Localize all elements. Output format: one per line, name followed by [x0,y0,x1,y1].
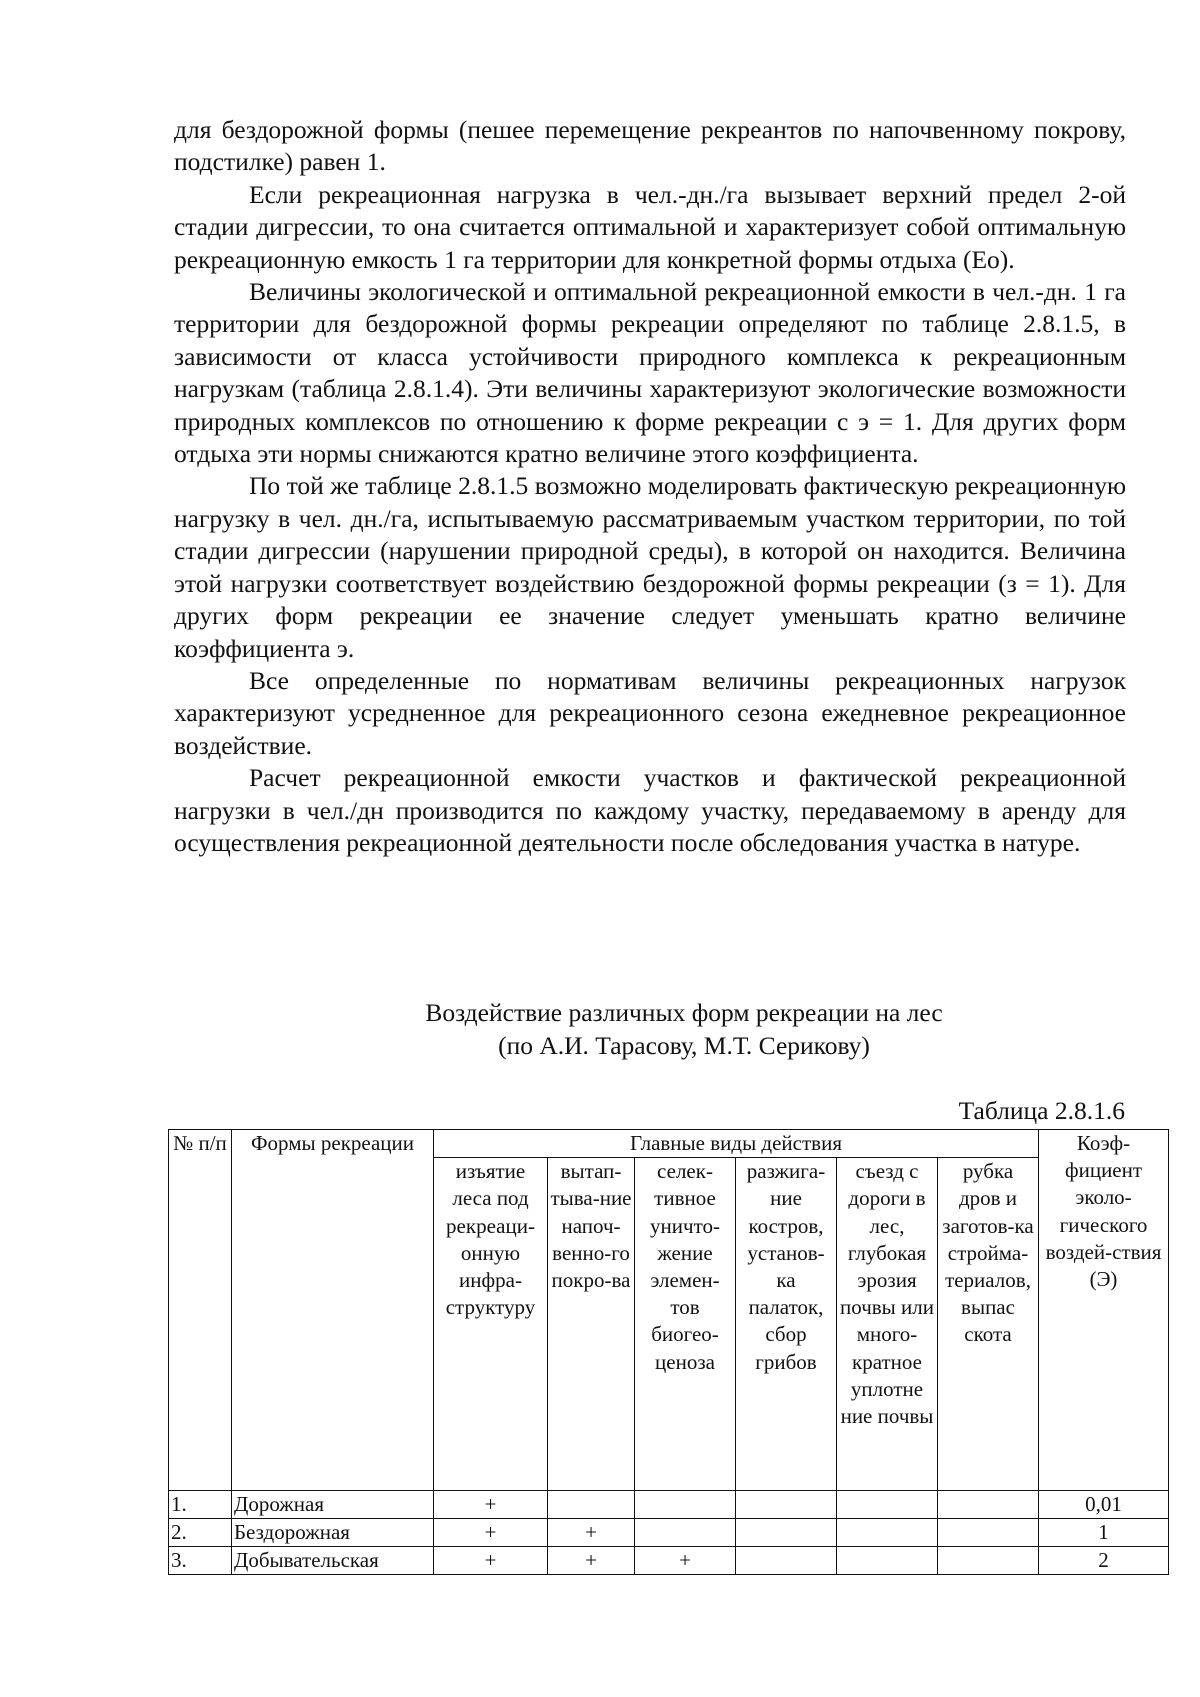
table-title [174,996,1194,1062]
header-action-5: съезд с дороги в лес, глубокая эрозия почвы или много-кратное уплотне ние почвы [837,1158,938,1491]
row-mark [736,1491,837,1519]
row-mark [837,1547,938,1575]
paragraph-6: Расчет рекреационной емкости участков и фактической рекреационной нагрузки в чел./дн производится по каждому участку, передаваемому в аренду для осуществления рекреационной деятельности после обследования участка в натуре. [174,763,1126,857]
row-mark: + [548,1519,635,1547]
table-row [169,1547,1169,1575]
row-mark [837,1519,938,1547]
row-mark [938,1547,1039,1575]
recreation-impact-table [168,1129,1169,1575]
header-action-3: селек-тивное уничто-жение элемен-тов биогео-ценоза [635,1158,736,1491]
row-coefficient: 1 [1039,1519,1169,1547]
header-forms: Формы рекреации [232,1130,434,1491]
header-main-actions: Главные виды действия [434,1130,1039,1158]
row-mark: + [548,1547,635,1575]
paragraph-3: Величины экологической и оптимальной рекреационной емкости в чел.-дн. 1 га территории для бездорожной формы рекреации определяют по таблице 2.8.1.5, в зависимости от класса устойчивости природного комплекса к рекреационным нагрузкам (таблица 2.8.1.4). Эти величины характеризуют экологические возможности природных комплексов по отношению к форме рекреации с э = 1. Для других форм отдыха эти нормы снижаются кратно величине этого коэффициента. [174,277,1126,469]
row-mark [837,1491,938,1519]
paragraph-2: Если рекреационная нагрузка в чел.-дн./га вызывает верхний предел 2-ой стадии дигрессии, то она считается оптимальной и характеризует собой оптимальную рекреационную емкость 1 га территории для конкретной формы отдыха (Ео). [174,179,1126,274]
row-form: Добывательская [232,1547,434,1575]
row-coefficient: 0,01 [1039,1491,1169,1519]
table-row [169,1491,1169,1519]
row-mark [938,1519,1039,1547]
header-num: № п/п [169,1130,232,1491]
table-header-row-1 [169,1130,1169,1158]
row-mark [736,1519,837,1547]
row-form: Бездорожная [232,1519,434,1547]
row-form: Дорожная [232,1491,434,1519]
row-mark: + [635,1547,736,1575]
row-num: 2. [169,1519,232,1547]
table-title-line-2: (по А.И. Тарасову, М.Т. Серикову) [498,1031,870,1060]
row-mark [635,1519,736,1547]
header-coefficient: Коэф-фициент эколо-гического воздей-ствия (Э) [1039,1130,1169,1491]
row-mark [635,1491,736,1519]
row-num: 1. [169,1491,232,1519]
table-title-line-1: Воздействие различных форм рекреации на лес [425,998,943,1027]
row-mark [736,1547,837,1575]
row-mark: + [434,1491,548,1519]
paragraph-5: Все определенные по нормативам величины рекреационных нагрузок характеризуют усредненное для рекреационного сезона ежедневное рекреационное воздействие. [174,665,1126,760]
row-mark: + [434,1547,548,1575]
row-mark: + [434,1519,548,1547]
header-action-6: рубка дров и заготов-ка стройма-териалов, выпас скота [938,1158,1039,1491]
paragraph-1: для бездорожной формы (пешее перемещение рекреантов по напочвенному покрову, подстилке) равен 1. [174,115,1126,177]
header-action-4: разжига-ние костров, установ-ка палаток, сбор грибов [736,1158,837,1491]
row-mark [938,1491,1039,1519]
header-action-1: изъятие леса под рекреаци-онную инфра-структуру [434,1158,548,1491]
header-action-2: вытап-тыва-ние напоч-венно-го покро-ва [548,1158,635,1491]
row-mark [548,1491,635,1519]
row-num: 3. [169,1547,232,1575]
row-coefficient: 2 [1039,1547,1169,1575]
paragraph-4: По той же таблице 2.8.1.5 возможно моделировать фактическую рекреационную нагрузку в чел. дн./га, испытываемую рассматриваемым участком территории, по той стадии дигрессии (нарушении природной среды), в которой он находится. Величина этой нагрузки соответствует воздействию бездорожной формы рекреации (з = 1). Для других форм рекреации ее значение следует уменьшать кратно величине коэффициента э. [174,471,1126,663]
table-row [169,1519,1169,1547]
table-number-label: Таблица 2.8.1.6 [958,1096,1125,1125]
body-text [174,114,1126,859]
